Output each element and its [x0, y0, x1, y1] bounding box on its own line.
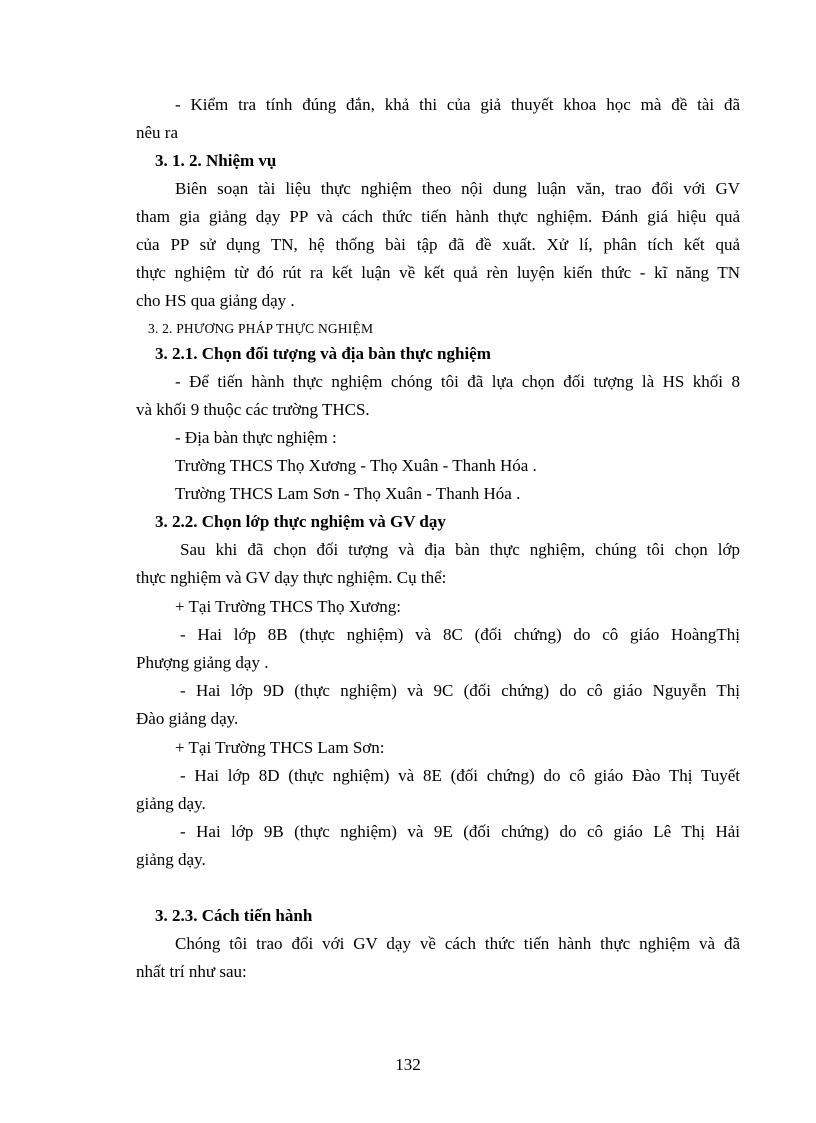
text-line: và khối 9 thuộc các trường THCS.	[136, 400, 370, 419]
text-line: giảng dạy.	[136, 794, 206, 813]
text-line: của PP sử dụng TN, hệ thống bài tập đã đề xuất. Xử lí, phân tích kết quả	[136, 235, 740, 254]
text-line: thực nghiệm từ đó rút ra kết luận về kết quả rèn luyện kiến thức - kĩ năng TN	[136, 263, 740, 282]
chapter-heading: 3. 2. PHƯƠNG PHÁP THỰC NGHIỆM	[148, 321, 374, 336]
text-line: tham gia giảng dạy PP và cách thức tiến hành thực nghiệm. Đánh giá hiệu quả	[136, 207, 740, 226]
section-heading: 3. 2.1. Chọn đối tượng và địa bàn thực nghiệm	[155, 344, 491, 363]
text-line: - Để tiến hành thực nghiệm chóng tôi đã lựa chọn đối tượng là HS khối 8	[175, 372, 740, 391]
text-line: - Hai lớp 9B (thực nghiệm) và 9E (đối chứng) do cô giáo Lê Thị Hải	[180, 822, 740, 841]
text-line: Trường THCS Lam Sơn - Thọ Xuân - Thanh Hóa .	[175, 484, 521, 503]
text-line: cho HS qua giảng dạy .	[136, 291, 295, 310]
section-heading: 3. 2.2. Chọn lớp thực nghiệm và GV dạy	[155, 512, 446, 531]
section-heading: 3. 2.3. Cách tiến hành	[155, 906, 313, 925]
text-line: nhất trí như sau:	[136, 962, 247, 981]
text-line: - Hai lớp 8D (thực nghiệm) và 8E (đối chứng) do cô giáo Đào Thị Tuyết	[180, 766, 740, 785]
page-number: 132	[395, 1055, 421, 1074]
text-line: Chóng tôi trao đổi với GV dạy về cách thức tiến hành thực nghiệm và đã	[175, 934, 740, 953]
text-line: - Kiểm tra tính đúng đắn, khả thi của giả thuyết khoa học mà đề tài đã	[175, 95, 740, 114]
text-line: giảng dạy.	[136, 850, 206, 869]
text-line: Đào giảng dạy.	[136, 709, 239, 728]
text-line: nêu ra	[136, 123, 179, 142]
text-line: Biên soạn tài liệu thực nghiệm theo nội dung luận văn, trao đổi với GV	[175, 179, 740, 198]
text-line: + Tại Trường THCS Lam Sơn:	[175, 738, 385, 757]
text-line: - Hai lớp 9D (thực nghiệm) và 9C (đối chứng) do cô giáo Nguyễn Thị	[180, 681, 740, 700]
text-line: - Địa bàn thực nghiệm :	[175, 428, 337, 447]
text-line: Trường THCS Thọ Xương - Thọ Xuân - Thanh Hóa .	[175, 456, 537, 475]
text-line: - Hai lớp 8B (thực nghiệm) và 8C (đối chứng) do cô giáo HoàngThị	[180, 625, 740, 644]
text-line: + Tại Trường THCS Thọ Xương:	[175, 597, 401, 616]
text-line: Sau khi đã chọn đối tượng và địa bàn thực nghiệm, chúng tôi chọn lớp	[180, 540, 740, 559]
text-line: thực nghiệm và GV dạy thực nghiệm. Cụ thể:	[136, 568, 447, 587]
section-heading: 3. 1. 2. Nhiệm vụ	[155, 151, 277, 170]
text-line: Phượng giảng dạy .	[136, 653, 269, 672]
